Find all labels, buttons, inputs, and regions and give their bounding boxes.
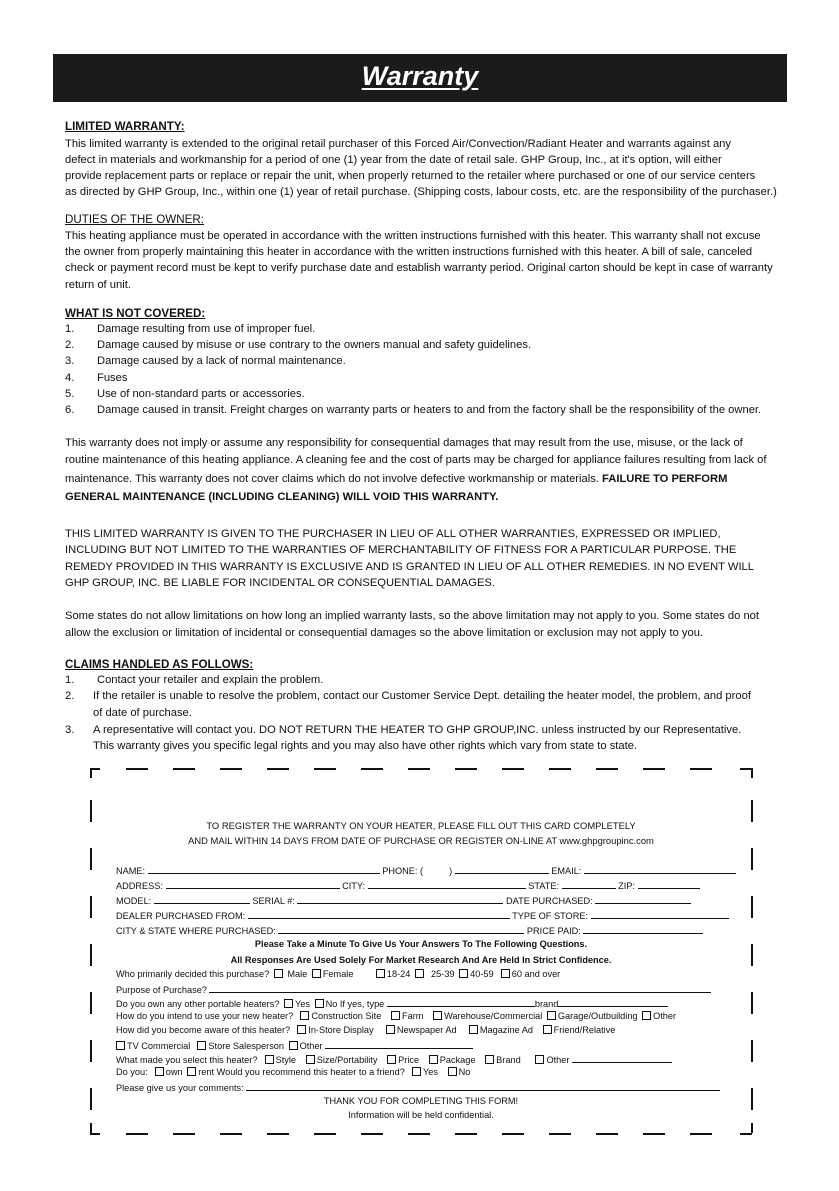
age-60-plus-checkbox[interactable] — [501, 969, 510, 978]
recommend-no-checkbox[interactable] — [448, 1067, 457, 1076]
list-item-continued: of date of purchase. — [93, 707, 192, 719]
border-dash — [549, 768, 571, 770]
border-dash — [690, 1133, 712, 1135]
border-dash — [643, 1133, 665, 1135]
border-dash — [361, 1133, 383, 1135]
lieu-line: INCLUDING BUT NOT LIMITED TO THE WARRANTIES OF MERCHANTABILITY OF FITNESS FOR A PARTICULAR PURPOSE. THE — [65, 544, 737, 556]
phone-field[interactable] — [455, 864, 549, 874]
do-you-row: Do you: own rent Would you recommend this heater to a friend? Yes No — [116, 1067, 471, 1077]
card-confidential: Information will be held confidential. — [348, 1110, 494, 1120]
list-item-continued: This warranty gives you specific legal rights and you may also have other rights which vary from state to state. — [93, 740, 638, 752]
consequential-bold-line: GENERAL MAINTENANCE (INCLUDING CLEANING) WILL VOID THIS WARRANTY. — [65, 491, 499, 503]
aware-other-field[interactable] — [325, 1039, 473, 1049]
border-dash — [596, 1133, 618, 1135]
recommend-yes-checkbox[interactable] — [412, 1067, 421, 1076]
card-prompt: All Responses Are Used Solely For Market Research And Are Held In Strict Confidence. — [230, 955, 612, 965]
border-dash — [267, 768, 289, 770]
brand-field[interactable] — [558, 997, 668, 1007]
comments-field[interactable] — [246, 1081, 720, 1091]
list-number: 4. — [65, 372, 75, 384]
newspaper-checkbox[interactable] — [386, 1025, 395, 1034]
date-purchased-field[interactable] — [595, 894, 691, 904]
own-checkbox[interactable] — [155, 1067, 164, 1076]
select-other-checkbox[interactable] — [535, 1055, 544, 1064]
list-number: 6. — [65, 404, 75, 416]
list-item: A representative will contact you. DO NOT RETURN THE HEATER TO GHP GROUP,INC. unless instructed by our Representative. — [93, 724, 742, 736]
not-covered-heading: WHAT IS NOT COVERED: — [65, 307, 206, 320]
zip-field[interactable] — [638, 879, 700, 889]
age-18-24-checkbox[interactable] — [376, 969, 385, 978]
card-prompt: Please Take a Minute To Give Us Your Answers To The Following Questions. — [254, 939, 588, 949]
border-dash — [173, 1133, 195, 1135]
claims-heading: CLAIMS HANDLED AS FOLLOWS: — [65, 658, 254, 671]
male-checkbox[interactable] — [274, 969, 283, 978]
duties-line: check or payment record must be kept to verify purchase date and establish warranty period. Original carton should be kept in case of warranty — [65, 262, 773, 274]
states-line: Some states do not allow limitations on how long an implied warranty lasts, so the above limitation may not apply to you. Some states do not — [65, 610, 759, 622]
border-dash — [751, 1123, 753, 1133]
comments-row: Please give us your comments: — [116, 1081, 720, 1093]
select-row: What made you select this heater? Style Size/Portability Price Package Brand Other — [116, 1053, 672, 1065]
aware-other-checkbox[interactable] — [289, 1041, 298, 1050]
list-number: 5. — [65, 388, 75, 400]
lieu-line: REMEDY PROVIDED IN THIS WARRANTY IS EXCLUSIVE AND IS GRANTED IN LIEU OF ALL OTHER REMEDIES. IN NO EVENT WILL — [65, 561, 755, 573]
aware-row: How did you become aware of this heater? In-Store Display Newspaper Ad Magazine Ad Friend/Relative — [116, 1025, 616, 1035]
list-item: Use of non-standard parts or accessories. — [97, 388, 305, 400]
limited-line: This limited warranty is extended to the original retail purchaser of this Forced Air/Convection/Radiant Heater and warrants against any — [65, 138, 731, 150]
type-field[interactable] — [387, 997, 535, 1007]
serial-field[interactable] — [297, 894, 503, 904]
list-item: Fuses — [97, 372, 128, 384]
city-state-field[interactable] — [278, 924, 524, 934]
limited-line: defect in materials and workmanship for a period of one (1) year from the date of retail sale. GHP Group, Inc., at it's option, will either — [65, 154, 722, 166]
state-field[interactable] — [562, 879, 616, 889]
border-dash — [90, 768, 92, 778]
city-field[interactable] — [368, 879, 526, 889]
border-dash — [751, 800, 753, 822]
border-dash — [502, 1133, 524, 1135]
price-checkbox[interactable] — [387, 1055, 396, 1064]
border-dash — [751, 992, 753, 1014]
own-no-checkbox[interactable] — [315, 999, 324, 1008]
border-dash — [90, 896, 92, 918]
border-dash — [90, 848, 92, 870]
use-other-checkbox[interactable] — [642, 1011, 651, 1020]
list-number: 1. — [65, 674, 75, 686]
brand-checkbox[interactable] — [485, 1055, 494, 1064]
border-dash — [90, 1040, 92, 1062]
age-40-59-checkbox[interactable] — [459, 969, 468, 978]
name-field[interactable] — [148, 864, 380, 874]
duties-line: return of unit. — [65, 279, 131, 291]
purpose-field[interactable] — [209, 983, 711, 993]
duties-heading: DUTIES OF THE OWNER: — [65, 213, 204, 226]
package-checkbox[interactable] — [429, 1055, 438, 1064]
border-dash — [220, 768, 242, 770]
border-dash — [643, 768, 665, 770]
purpose-row: Purpose of Purchase? — [116, 983, 711, 995]
border-dash — [455, 768, 477, 770]
border-dash — [361, 768, 383, 770]
list-item: Damage caused by a lack of normal maintenance. — [97, 355, 346, 367]
email-field[interactable] — [584, 864, 736, 874]
model-row: MODEL: SERIAL #: DATE PURCHASED: — [116, 894, 691, 906]
border-dash — [751, 896, 753, 918]
city-state-row: CITY & STATE WHERE PURCHASED: PRICE PAID: — [116, 924, 703, 936]
card-intro: TO REGISTER THE WARRANTY ON YOUR HEATER, PLEASE FILL OUT THIS CARD COMPLETELY — [206, 820, 636, 831]
border-dash — [267, 1133, 289, 1135]
model-field[interactable] — [154, 894, 250, 904]
border-dash — [90, 992, 92, 1014]
border-dash — [90, 1123, 92, 1133]
border-dash — [549, 1133, 571, 1135]
border-dash — [740, 1133, 752, 1135]
border-dash — [220, 1133, 242, 1135]
name-row: NAME: PHONE: ( ) EMAIL: — [116, 864, 736, 876]
border-dash — [90, 1133, 100, 1135]
duties-line: the owner from properly maintaining this heater in accordance with the written instructions furnished with this heater. A bill of sale, canceled — [65, 246, 753, 258]
border-dash — [314, 1133, 336, 1135]
title-banner — [53, 54, 787, 102]
border-dash — [408, 1133, 430, 1135]
border-dash — [90, 800, 92, 822]
border-dash — [126, 1133, 148, 1135]
address-field[interactable] — [166, 879, 340, 889]
list-item: Damage caused by misuse or use contrary to the owners manual and safety guidelines. — [97, 339, 532, 351]
limited-line: as directed by GHP Group, Inc., within one (1) year of retail purchase. (Shipping costs, labour costs, etc. are the responsibility of the purchaser.) — [65, 186, 777, 198]
border-dash — [596, 768, 618, 770]
list-number: 2. — [65, 339, 75, 351]
consequential-line: maintenance. This warranty does not cover claims which do not involve defective workmanship or materials. FAILURE TO PERFORM — [65, 473, 728, 485]
border-dash — [90, 768, 100, 770]
age-25-39-checkbox[interactable] — [415, 969, 424, 978]
magazine-checkbox[interactable] — [469, 1025, 478, 1034]
warehouse-checkbox[interactable] — [433, 1011, 442, 1020]
female-checkbox[interactable] — [312, 969, 321, 978]
address-row: ADDRESS: CITY: STATE: ZIP: — [116, 879, 700, 891]
list-number: 3. — [65, 355, 75, 367]
size-checkbox[interactable] — [306, 1055, 315, 1064]
friend-checkbox[interactable] — [543, 1025, 552, 1034]
border-dash — [751, 848, 753, 870]
page-title: Warranty — [361, 61, 479, 91]
list-number: 2. — [65, 690, 75, 702]
border-dash — [314, 768, 336, 770]
border-dash — [690, 768, 712, 770]
own-yes-checkbox[interactable] — [284, 999, 293, 1008]
construction-checkbox[interactable] — [300, 1011, 309, 1020]
dealer-field[interactable] — [248, 909, 510, 919]
instore-checkbox[interactable] — [297, 1025, 306, 1034]
dealer-row: DEALER PURCHASED FROM: TYPE OF STORE: — [116, 909, 729, 921]
border-dash — [126, 768, 148, 770]
border-dash — [502, 768, 524, 770]
who-row: Who primarily decided this purchase? Male Female 18-24 25-39 40-59 60 and over — [116, 969, 561, 979]
rent-checkbox[interactable] — [187, 1067, 196, 1076]
limited-warranty-heading: LIMITED WARRANTY: — [65, 120, 185, 133]
use-row: How do you intend to use your new heater? Construction Site Farm Warehouse/Commercial Garage/Outbuilding Other — [116, 1011, 677, 1021]
consequential-line: routine maintenance of this heating appliance. A cleaning fee and the cost of parts may be charged for appliance failures resulting from lack of — [65, 454, 767, 466]
list-item: Damage resulting from use of improper fuel. — [97, 323, 316, 335]
garage-checkbox[interactable] — [547, 1011, 556, 1020]
tv-checkbox[interactable] — [116, 1041, 125, 1050]
border-dash — [751, 1040, 753, 1062]
duties-line: This heating appliance must be operated in accordance with the written instructions furnished with this heater. This warranty shall not excuse — [65, 230, 761, 242]
states-line: allow the exclusion or limitation of incidental or consequential damages so the above limitation or exclusion may not apply to you. — [65, 627, 704, 639]
list-number: 3. — [65, 724, 75, 736]
list-item: Damage caused in transit. Freight charges on warranty parts or heaters to and from the factory shall be the responsibility of the owner. — [97, 404, 762, 416]
lieu-line: GHP GROUP, INC. BE LIABLE FOR INCIDENTAL OR CONSEQUENTIAL DAMAGES. — [65, 577, 495, 589]
price-field[interactable] — [583, 924, 703, 934]
border-dash — [173, 768, 195, 770]
border-dash — [751, 768, 753, 778]
select-other-field[interactable] — [572, 1053, 672, 1063]
limited-line: provide replacement parts or replace or repair the unit, when properly returned to the retailer where purchased or one of our service centers — [65, 170, 756, 182]
store-type-field[interactable] — [591, 909, 729, 919]
card-thanks: THANK YOU FOR COMPLETING THIS FORM! — [323, 1096, 519, 1106]
list-item: Contact your retailer and explain the problem. — [97, 674, 324, 686]
lieu-line: THIS LIMITED WARRANTY IS GIVEN TO THE PURCHASER IN LIEU OF ALL OTHER WARRANTIES, EXPRESSED OR IMPLIED, — [65, 528, 721, 540]
registration-card — [90, 768, 752, 1134]
list-item: If the retailer is unable to resolve the problem, contact our Customer Service Dept. detailing the heater model, the problem, and proof — [93, 690, 751, 702]
style-checkbox[interactable] — [265, 1055, 274, 1064]
aware-row-2: TV Commercial Store Salesperson Other — [114, 1039, 473, 1051]
consequential-line: This warranty does not imply or assume any responsibility for consequential damages that may result from the use, misuse, or the lack of — [65, 437, 743, 449]
own-row: Do you own any other portable heaters? Yes No If yes, type brand — [116, 997, 668, 1009]
farm-checkbox[interactable] — [391, 1011, 400, 1020]
card-intro: AND MAIL WITHIN 14 DAYS FROM DATE OF PURCHASE OR REGISTER ON-LINE AT www.ghpgroupinc.com — [188, 835, 654, 846]
salesperson-checkbox[interactable] — [197, 1041, 206, 1050]
border-dash — [408, 768, 430, 770]
list-number: 1. — [65, 323, 75, 335]
border-dash — [455, 1133, 477, 1135]
